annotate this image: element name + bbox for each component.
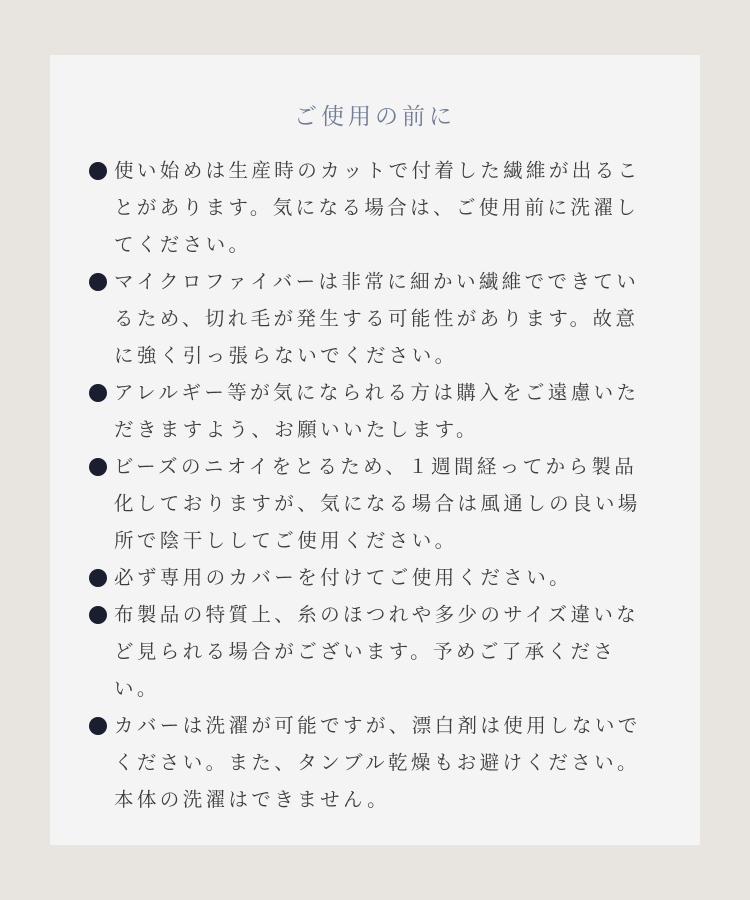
list-item bbox=[88, 596, 658, 707]
bullet-icon bbox=[89, 458, 107, 476]
note-text: マイクロファイバーは非常に細かい繊維でできているため、切れ毛が発生する可能性があります。故意に強く引っ張らないでください。 bbox=[114, 270, 640, 367]
page-title: ご使用の前に bbox=[294, 104, 456, 130]
note-text: 使い始めは生産時のカットで付着した繊維が出ることがあります。気になる場合は、ご使用前に洗濯してください。 bbox=[114, 159, 641, 256]
list-item bbox=[88, 707, 658, 818]
bullet-icon bbox=[89, 569, 107, 587]
note-text: カバーは洗濯が可能ですが、漂白剤は使用しないでください。また、タンブル乾燥もお避けください。本体の洗濯はできません。 bbox=[114, 714, 641, 811]
note-text: ビーズのニオイをとるため、１週間経ってから製品化しておりますが、気になる場合は風通しの良い場所で陰干ししてご使用ください。 bbox=[114, 455, 641, 552]
note-text: アレルギー等が気になられる方は購入をご遠慮いただきますよう、お願いいたします。 bbox=[114, 381, 640, 441]
usage-notes-list bbox=[88, 152, 658, 818]
list-item bbox=[88, 559, 658, 596]
list-item bbox=[88, 152, 658, 263]
note-text: 必ず専用のカバーを付けてご使用ください。 bbox=[114, 566, 573, 589]
bullet-icon bbox=[89, 606, 107, 624]
note-text: 布製品の特質上、糸のほつれや多少のサイズ違いなど見られる場合がございます。予めご了承ください。 bbox=[114, 603, 640, 700]
list-item bbox=[88, 263, 658, 374]
bullet-icon bbox=[89, 162, 107, 180]
list-item bbox=[88, 448, 658, 559]
bullet-icon bbox=[89, 717, 107, 735]
bullet-icon bbox=[89, 273, 107, 291]
bullet-icon bbox=[89, 384, 107, 402]
list-item bbox=[88, 374, 658, 448]
